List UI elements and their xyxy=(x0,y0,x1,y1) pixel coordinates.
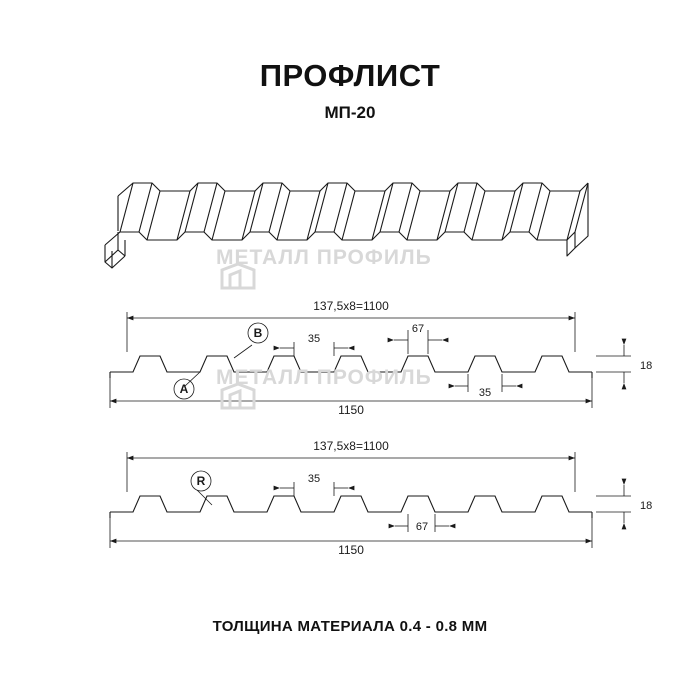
section-r-dimensions xyxy=(110,452,631,548)
isometric-view xyxy=(105,183,588,268)
section-r-height-label: 18 xyxy=(640,500,653,512)
section-a-top-width-label: 67 xyxy=(411,323,425,335)
section-r-view xyxy=(110,496,592,518)
callout-b-label: B xyxy=(253,326,263,340)
section-a-pitch-label: 35 xyxy=(307,333,321,345)
section-r-width-label: 67 xyxy=(415,521,429,533)
section-r-bottom-dimension-label: 1150 xyxy=(338,543,364,557)
callout-a-label: A xyxy=(179,382,189,396)
section-a-top-dimension-label: 137,5x8=1100 xyxy=(313,299,389,313)
section-a-height-label: 18 xyxy=(640,360,653,372)
watermark-text-1: МЕТАЛЛ ПРОФИЛЬ xyxy=(216,246,432,269)
material-thickness-note: ТОЛЩИНА МАТЕРИАЛА 0.4 - 0.8 ММ xyxy=(212,618,488,635)
callout-r-label: R xyxy=(196,474,206,488)
section-a-bottom-dimension-label: 1150 xyxy=(338,403,364,417)
page-subtitle: МП-20 xyxy=(324,103,376,122)
section-a-base-width-label: 35 xyxy=(478,387,492,399)
section-r-pitch-label: 35 xyxy=(307,473,321,485)
page-title: ПРОФЛИСТ xyxy=(259,58,441,93)
section-r-top-dimension-label: 137,5x8=1100 xyxy=(313,439,389,453)
watermark-text-2: МЕТАЛЛ ПРОФИЛЬ xyxy=(216,366,432,389)
section-a-view xyxy=(110,356,592,378)
